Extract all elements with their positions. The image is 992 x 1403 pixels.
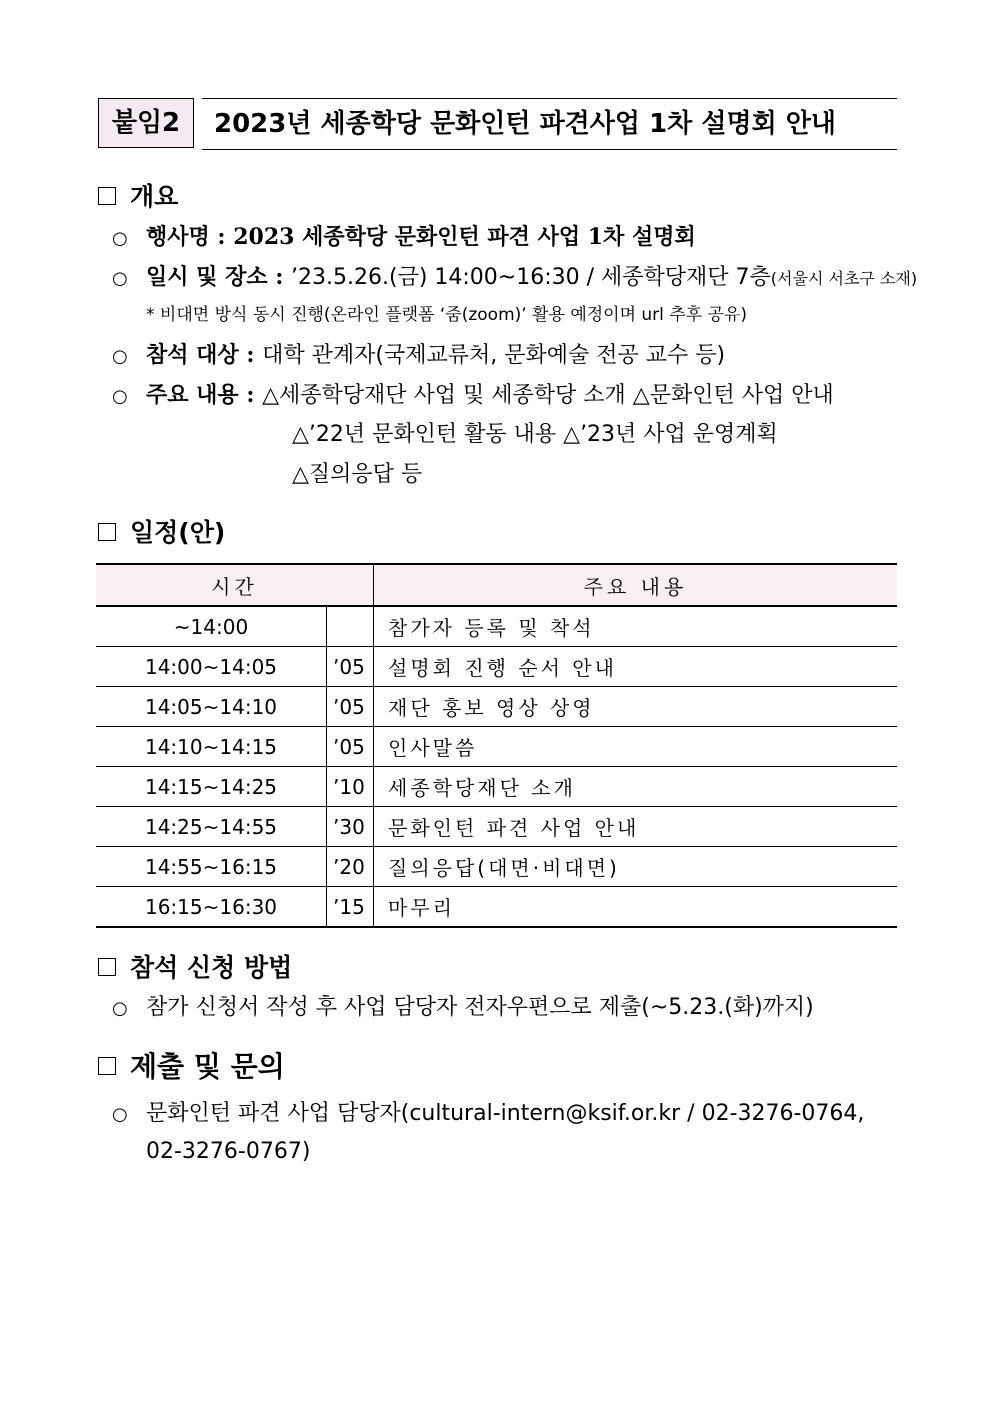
row-duration: ’30 bbox=[327, 807, 374, 847]
circle-bullet-icon: ○ bbox=[112, 998, 128, 1019]
circle-bullet-icon: ○ bbox=[112, 1104, 128, 1125]
row-duration: ’10 bbox=[327, 767, 374, 807]
section-overview-heading bbox=[98, 182, 178, 212]
table-row bbox=[96, 647, 897, 687]
row-duration: ’05 bbox=[327, 647, 374, 687]
row-duration bbox=[327, 606, 374, 647]
apply-text: 참가 신청서 작성 후 사업 담당자 전자우편으로 제출(~5.23.(화)까지) bbox=[146, 995, 814, 1020]
online-note: * 비대면 방식 동시 진행(온라인 플랫폼 ‘줌(zoom)’ 활용 예정이며 url 추후 공유) bbox=[146, 305, 748, 325]
row-time: 14:25~14:55 bbox=[96, 807, 327, 847]
datetime-label: 일시 및 장소 : bbox=[146, 264, 292, 290]
content-line1: △세종학당재단 사업 및 세종학당 소개 △문화인턴 사업 안내 bbox=[262, 383, 834, 408]
row-time: 16:15~16:30 bbox=[96, 887, 327, 928]
contact-line2: 02-3276-0767) bbox=[146, 1139, 311, 1164]
checkbox-square-icon bbox=[98, 958, 116, 976]
section-schedule-label: 일정(안) bbox=[130, 518, 226, 547]
checkbox-square-icon bbox=[98, 1057, 116, 1075]
bullet-event bbox=[112, 222, 696, 254]
table-row bbox=[96, 847, 897, 887]
bullet-content bbox=[112, 380, 834, 412]
event-label: 행사명 : bbox=[146, 224, 234, 250]
circle-bullet-icon: ○ bbox=[112, 346, 128, 367]
section-schedule-heading bbox=[98, 518, 225, 548]
table-row bbox=[96, 807, 897, 847]
section-overview-label: 개요 bbox=[130, 182, 179, 211]
circle-bullet-icon: ○ bbox=[112, 268, 128, 289]
event-value: 2023 세종학당 문화인턴 파견 사업 1차 설명회 bbox=[233, 224, 696, 250]
row-time: 14:00~14:05 bbox=[96, 647, 327, 687]
section-apply-heading bbox=[98, 953, 292, 983]
header-time: 시간 bbox=[96, 564, 374, 606]
row-time: 14:55~16:15 bbox=[96, 847, 327, 887]
row-content: 마무리 bbox=[374, 887, 898, 928]
attachment-tag: 붙임2 bbox=[98, 98, 194, 148]
checkbox-square-icon bbox=[98, 187, 116, 205]
row-time: 14:15~14:25 bbox=[96, 767, 327, 807]
table-header-row bbox=[96, 564, 897, 606]
row-content: 질의응답(대면·비대면) bbox=[374, 847, 898, 887]
content-line2: △’22년 문화인턴 활동 내용 △’23년 사업 운영계획 bbox=[292, 422, 778, 447]
header-content: 주요 내용 bbox=[374, 564, 898, 606]
datetime-value: ’23.5.26.(금) 14:00~16:30 / 세종학당재단 7층 bbox=[291, 265, 771, 290]
section-apply-label: 참석 신청 방법 bbox=[130, 953, 293, 982]
row-content: 설명회 진행 순서 안내 bbox=[374, 647, 898, 687]
datetime-place: (서울시 서초구 소재) bbox=[770, 269, 918, 288]
row-duration: ’05 bbox=[327, 687, 374, 727]
row-duration: ’05 bbox=[327, 727, 374, 767]
row-time: 14:05~14:10 bbox=[96, 687, 327, 727]
row-duration: ’15 bbox=[327, 887, 374, 928]
section-contact-label: 제출 및 문의 bbox=[130, 1050, 285, 1083]
contact-line1: 문화인턴 파견 사업 담당자(cultural-intern@ksif.or.kr / 02-3276-0764, bbox=[146, 1101, 865, 1126]
schedule-table bbox=[96, 563, 897, 928]
row-time: 14:10~14:15 bbox=[96, 727, 327, 767]
title-block bbox=[98, 98, 897, 150]
bullet-contact bbox=[112, 1099, 864, 1130]
row-content: 재단 홍보 영상 상영 bbox=[374, 687, 898, 727]
content-line3: △질의응답 등 bbox=[292, 462, 423, 487]
document-title: 2023년 세종학당 문화인턴 파견사업 1차 설명회 안내 bbox=[202, 98, 897, 150]
target-label: 참석 대상 : bbox=[146, 342, 263, 368]
circle-bullet-icon: ○ bbox=[112, 228, 128, 249]
row-content: 인사말씀 bbox=[374, 727, 898, 767]
circle-bullet-icon: ○ bbox=[112, 386, 128, 407]
table-row bbox=[96, 687, 897, 727]
content-label: 주요 내용 : bbox=[146, 382, 263, 408]
table-row bbox=[96, 606, 897, 647]
bullet-apply bbox=[112, 993, 814, 1024]
target-value: 대학 관계자(국제교류처, 문화예술 전공 교수 등) bbox=[262, 343, 726, 368]
section-contact-heading bbox=[98, 1052, 285, 1082]
bullet-datetime bbox=[112, 262, 917, 294]
row-content: 세종학당재단 소개 bbox=[374, 767, 898, 807]
row-content: 참가자 등록 및 착석 bbox=[374, 606, 898, 647]
row-time: ~14:00 bbox=[96, 606, 327, 647]
row-content: 문화인턴 파견 사업 안내 bbox=[374, 807, 898, 847]
checkbox-square-icon bbox=[98, 523, 116, 541]
table-row bbox=[96, 727, 897, 767]
table-row bbox=[96, 887, 897, 928]
table-row bbox=[96, 767, 897, 807]
bullet-target bbox=[112, 340, 725, 372]
row-duration: ’20 bbox=[327, 847, 374, 887]
